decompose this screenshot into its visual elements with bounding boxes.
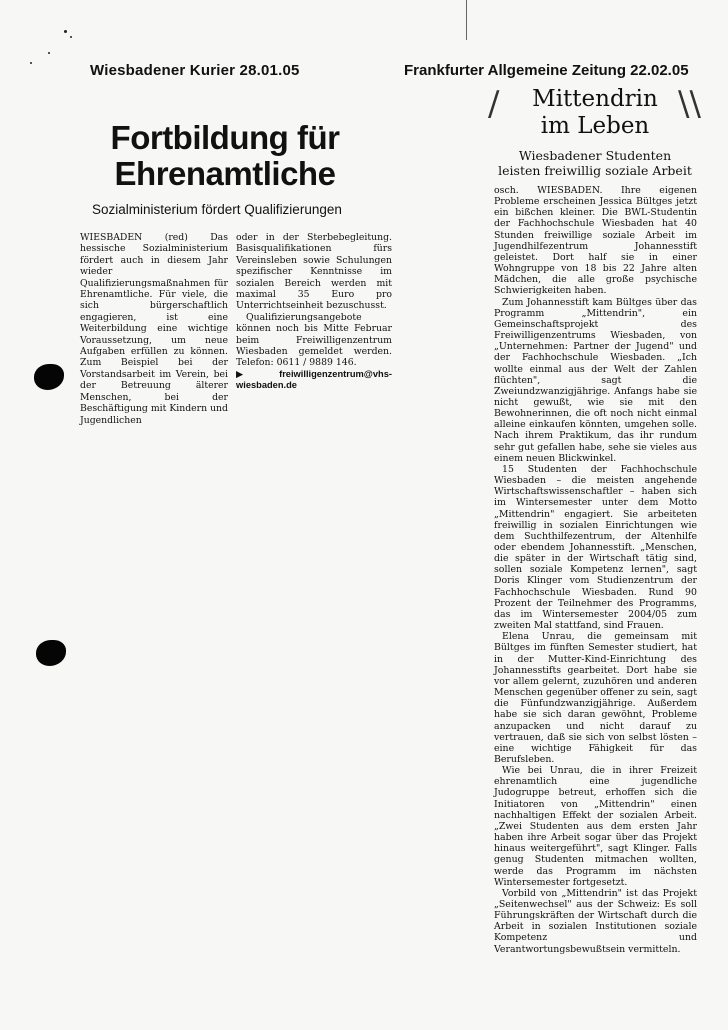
punch-hole (34, 364, 64, 390)
right-title-line2: im Leben (540, 113, 650, 139)
right-body (494, 185, 697, 955)
decor-slash-right: \\ (678, 84, 701, 124)
right-source-line: Frankfurter Allgemeine Zeitung 22.02.05 (404, 62, 689, 79)
punch-hole (36, 640, 66, 666)
right-paragraph: Zum Johannesstift kam Bültges über das Programm „Mittendrin", ein Gemeinschaftsprojekt des Freiwilligenzentrums Wiesbaden, von „Unternehmen: Partner der Jugend" und der Fachhochschule Wiesbaden. „Ich wollte einmal aus der Welt der Zahlen flüchten", sagt die Zweiundzwanzigjährige. Anfangs habe sie nicht gewußt, wie sie mit den Bewohnerinnen, die oft noch nicht einmal alleine einkaufen könnten, umgehen solle. Nach ihrem Praktikum, das ihr rundum sehr gut gefallen habe, sehe sie vieles aus einem neuen Blickwinkel. (494, 296, 697, 464)
fold-line (466, 0, 467, 40)
right-paragraph: Vorbild von „Mittendrin" ist das Projekt „Seitenwechsel" aus der Schweiz: Es soll Führungskräften der Wirtschaft durch die Arbeit in sozialen Institutionen soziale Kompetenz und Verantwortungsbewußtsein vermitteln. (494, 887, 697, 955)
right-paragraph: Elena Unrau, die gemeinsam mit Bültges im fünften Semester studiert, hat in der Mutter-Kind-Einrichtung des Johannesstifts gearbeitet. Dort habe sie vor allem gelernt, zuzuhören und anderen Menschen gegenüber offener zu sein, sagt die Fünfundzwanzigjährige. Außerdem habe sie sich daran gewöhnt, Probleme anzupacken und nicht darauf zu vertrauen, daß sie sich von selbst lösten – eine wichtige Fähigkeit für das Berufsleben. (494, 631, 697, 765)
arrow-icon: ▶ (236, 368, 280, 380)
scan-speck (64, 30, 67, 33)
right-paragraph: 15 Studenten der Fachhochschule Wiesbaden – die meisten angehende Wirtschaftswissenschaftler – haben sich im Wintersemester unter dem Motto „Mittendrin" engagiert. Sie arbeiteten freiwillig in sozialen Einrichtungen wie dem Suchthilfezentrum, der Altenhilfe oder ebendem Johannesstift. „Menschen, die später in der Wirtschaft tätig sind, sollen soziale Kompetenz lernen", sagt Doris Klinger vom Studienzentrum der Fachhochschule Wiesbaden. Rund 90 Prozent der Teilnehmer des Programms, das im Wintersemester 2004/05 zum zweiten Mal stattfand, sind Frauen. (494, 463, 697, 632)
right-title-line1: Mittendrin (532, 86, 658, 112)
left-source-line: Wiesbadener Kurier 28.01.05 (90, 62, 300, 79)
left-col1-paragraph: WIESBADEN (red) Das hessische Sozialministerium fördert auch in diesem Jahr wieder Qualifizierungsmaßnahmen für Ehrenamtliche. Für viele, die sich bürgerschaftlich engagieren, ist eine Weiterbildung eine wichtige Voraussetzung, um neue Aufgaben erfüllen zu können. Zum Beispiel bei der Vorstandsarbeit im Verein, bei der Betreuung älterer Menschen, bei der Beschäftigung mit Kindern und Jugendlichen (80, 232, 228, 426)
email-line (236, 369, 392, 392)
left-headline-line1: Fortbildung für (110, 119, 340, 156)
right-paragraph: osch. WIESBADEN. Ihre eigenen Probleme erscheinen Jessica Bültges jetzt ein bißchen kleiner. Die BWL-Studentin der Fachhochschule Wiesbaden hat 40 Stunden freiwillige soziale Arbeit im Jugendhilfezentrum Johannesstift geleistet. Dort half sie in einer Wohngruppe von 18 bis 22 Jahre alten Mädchen, die alle große psychische Schwierigkeiten haben. (494, 185, 697, 297)
left-subheadline: Sozialministerium fördert Qualifizierungen (92, 202, 342, 217)
left-headline-line2: Ehrenamtliche (114, 155, 336, 192)
left-col2-paragraph: Qualifizierungsangebote können noch bis Mitte Februar beim Freiwilligenzentrum Wiesbaden gemeldet werden. Telefon: 0611 / 9889 146. (236, 311, 392, 369)
right-subtitle: Wiesbadener Studenten leisten freiwillig soziale Arbeit (498, 148, 692, 178)
scan-speck (48, 52, 50, 54)
email-link[interactable]: freiwilligenzentrum@vhs-wiesbaden.de (236, 368, 392, 391)
scan-speck (70, 36, 72, 38)
left-column-2 (236, 232, 392, 392)
left-col2-paragraph: oder in der Sterbebegleitung. Basisqualifikationen fürs Vereinsleben sowie Schulungen spezifischer Kenntnisse im sozialen Bereich werden mit maximal 35 Euro pro Unterrichtseinheit bezuschusst. (236, 232, 392, 312)
scan-speck (30, 62, 32, 64)
left-column-1 (80, 232, 228, 426)
right-paragraph: Wie bei Unrau, die in ihrer Freizeit ehrenamtlich eine jugendliche Judogruppe betreut, erhoffen sich die Initiatoren von „Mittendrin" einen nachhaltigen Effekt der sozialen Arbeit. „Zwei Studenten aus dem ersten Jahr haben ihre Arbeit sogar über das Projekt hinaus weitergeführt", sagt Klinger. Falls genug Studenten mitmachen wollten, werde das Programm im nächsten Wintersemester fortgesetzt. (494, 765, 697, 888)
decor-slash-left: / (488, 84, 500, 124)
